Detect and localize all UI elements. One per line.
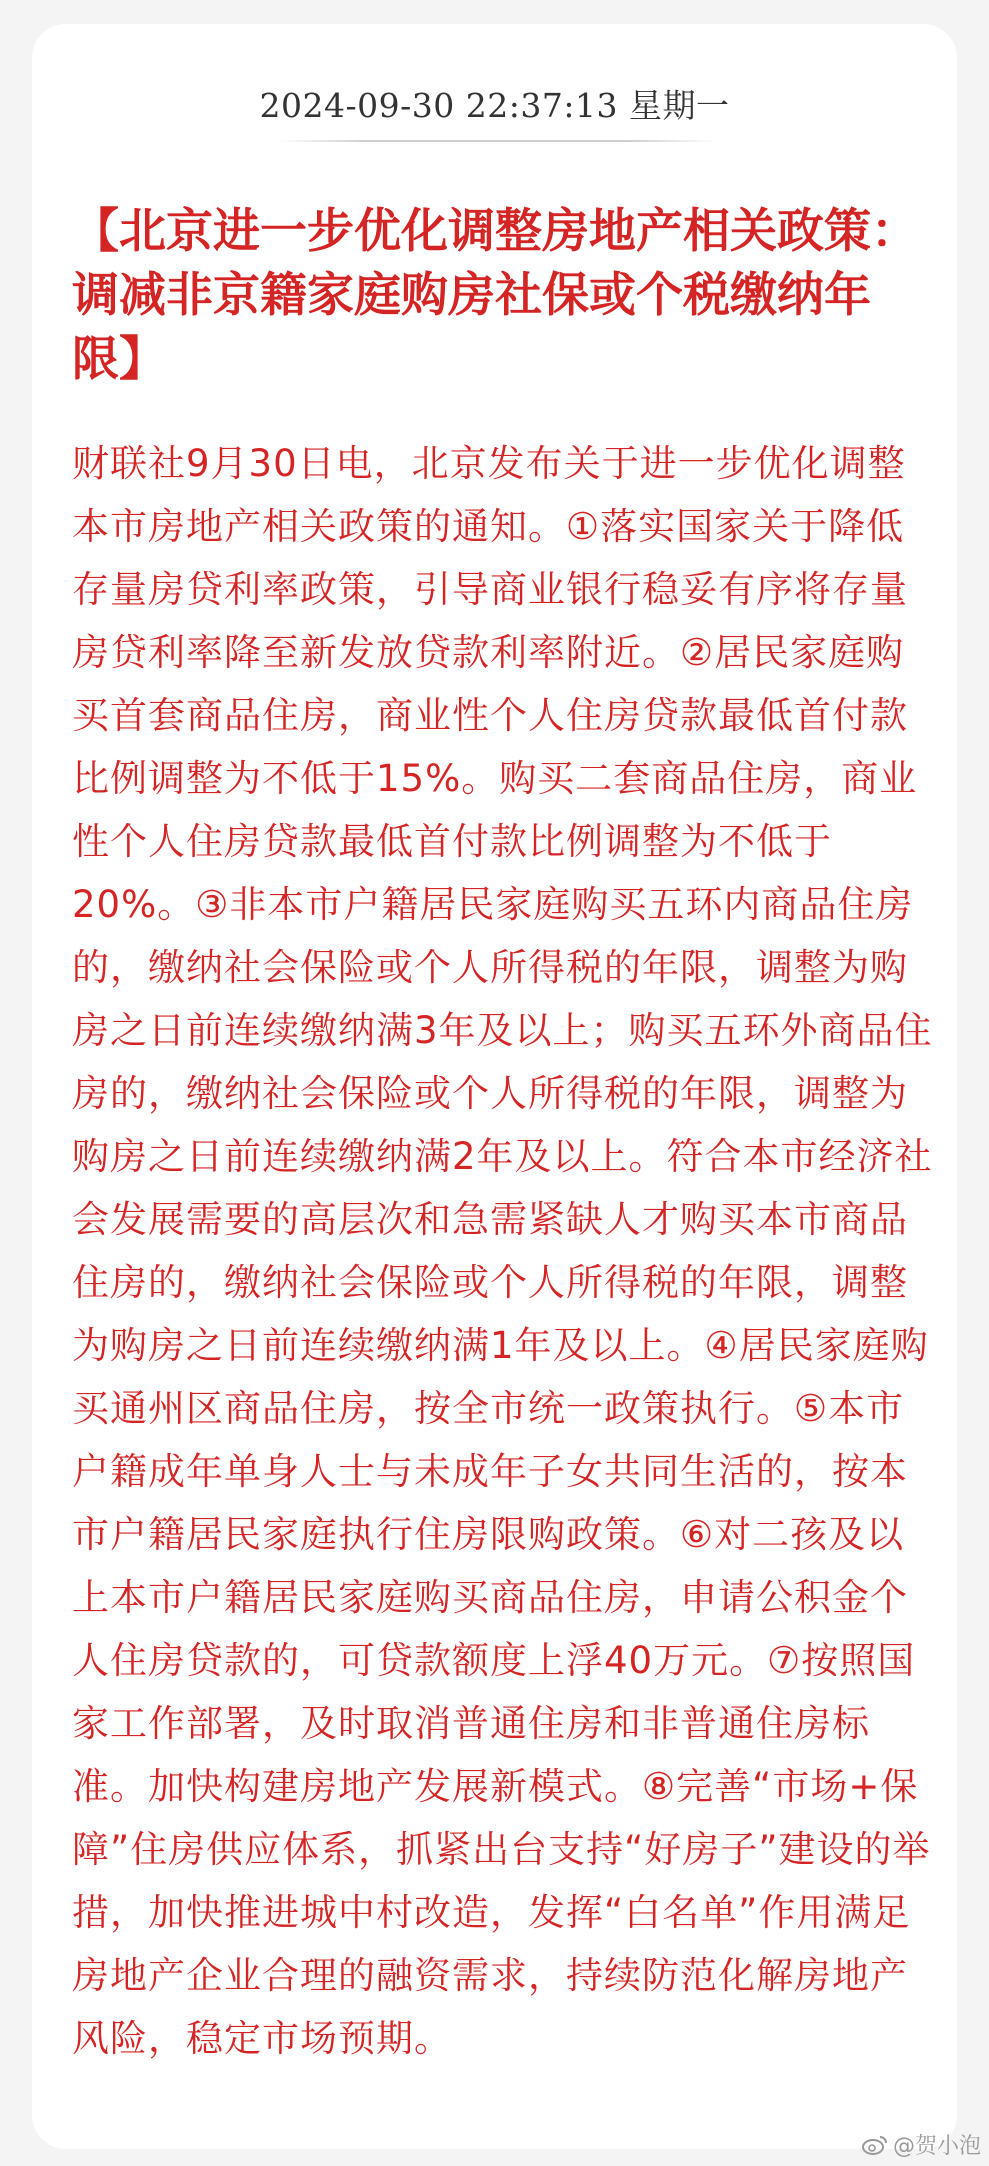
post-datetime: 2024-09-30 22:37:13 星期一 — [259, 86, 730, 125]
news-body: 财联社9月30日电，北京发布关于进一步优化调整本市房地产相关政策的通知。①落实国家关于降低存量房贷利率政策，引导商业银行稳妥有序将存量房贷利率降至新发放贷款利率附近。②居民家庭购买首套商品住房，商业性个人住房贷款最低首付款比例调整为不低于15%。购买二套商品住房，商业性个人住房贷款最低首付款比例调整为不低于20%。③非本市户籍居民家庭购买五环内商品住房的，缴纳社会保险或个人所得税的年限，调整为购房之日前连续缴纳满3年及以上；购买五环外商品住房的，缴纳社会保险或个人所得税的年限，调整为购房之日前连续缴纳满2年及以上。符合本市经济社会发展需要的高层次和急需紧缺人才购买本市商品住房的，缴纳社会保险或个人所得税的年限，调整为购房之日前连续缴纳满1年及以上。④居民家庭购买通州区商品住房，按全市统一政策执行。⑤本市户籍成年单身人士与未成年子女共同生活的，按本市户籍居民家庭执行住房限购政策。⑥对二孩及以上本市户籍居民家庭购买商品住房，申请公积金个人住房贷款的，可贷款额度上浮40万元。⑦按照国家工作部署，及时取消普通住房和非普通住房标准。加快构建房地产发展新模式。⑧完善“市场+保障”住房供应体系，抓紧出台支持“好房子”建设的举措，加快推进城中村改造，发挥“白名单”作用满足房地产企业合理的融资需求，持续防范化解房地产风险，稳定市场预期。 — [72, 442, 933, 2060]
news-headline: 【北京进一步优化调整房地产相关政策：调减非京籍家庭购房社保或个税缴纳年限】 — [72, 204, 918, 387]
watermark — [861, 2129, 981, 2160]
news-card — [32, 24, 957, 2149]
weibo-logo-icon — [861, 2134, 889, 2156]
watermark-text: @贺小泡 — [892, 2134, 981, 2159]
datetime-divider — [277, 140, 717, 142]
